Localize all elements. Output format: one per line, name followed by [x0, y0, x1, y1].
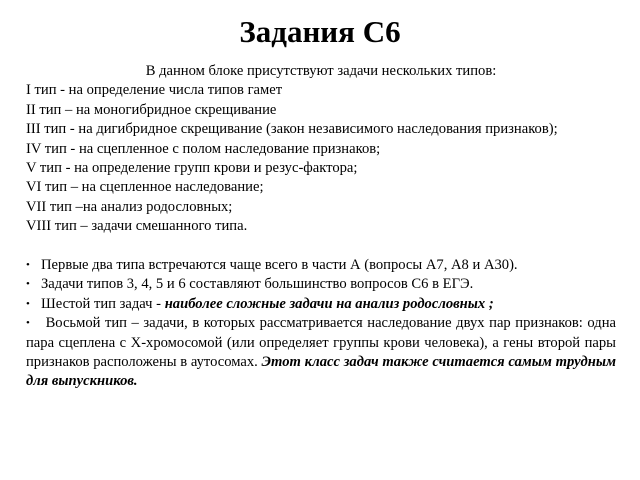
type-3: III тип - на дигибридное скрещивание (закон независимого наследования признаков);: [26, 121, 558, 138]
type-4: IV тип - на сцепленное с полом наследование признаков;: [26, 140, 381, 157]
bullet-icon: •: [26, 259, 30, 272]
bullet-1-text: Первые два типа встречаются чаще всего в части А (вопросы А7, А8 и А30).: [41, 257, 518, 274]
intro-text: В данном блоке присутствуют задачи нескольких типов:: [145, 63, 497, 79]
bullet-icon: •: [26, 297, 30, 310]
bullet-icon: •: [26, 278, 30, 291]
bullet-3: [26, 295, 616, 314]
type-8: VIII тип – задачи смешанного типа.: [26, 218, 248, 235]
bullet-1: [26, 256, 616, 275]
slide-title: Задания С6: [239, 14, 401, 49]
bullet-3-text: Шестой тип задач -: [41, 295, 165, 312]
bullet-4-text: Восьмой тип – задачи, в которых рассматривается наследование двух пар признаков: одна пара сцеплена с Х-хромосомой (или определяет группы крови человека), а гены второй пары признаков расположены в аутосомах.: [26, 315, 616, 371]
slide-content: [26, 62, 616, 392]
type-6: VI тип – на сцепленное наследование;: [26, 179, 264, 196]
bullet-4: [26, 314, 616, 392]
type-2: II тип – на моногибридное скрещивание: [26, 101, 277, 118]
type-1: I тип - на определение числа типов гамет: [26, 82, 283, 99]
bullet-icon: •: [26, 317, 30, 330]
bullet-2-text: Задачи типов 3, 4, 5 и 6 составляют большинство вопросов С6 в ЕГЭ.: [41, 276, 474, 293]
type-5: V тип - на определение групп крови и резус-фактора;: [26, 160, 358, 177]
spacer: [26, 237, 616, 256]
bullet-2: [26, 275, 616, 294]
bullet-4-emphasis: Этот класс задач также считается самым трудным для выпускников.: [26, 354, 616, 390]
type-7: VII тип –на анализ родословных;: [26, 198, 233, 215]
bullet-3-emphasis: наиболее сложные задачи на анализ родословных ;: [164, 295, 494, 312]
